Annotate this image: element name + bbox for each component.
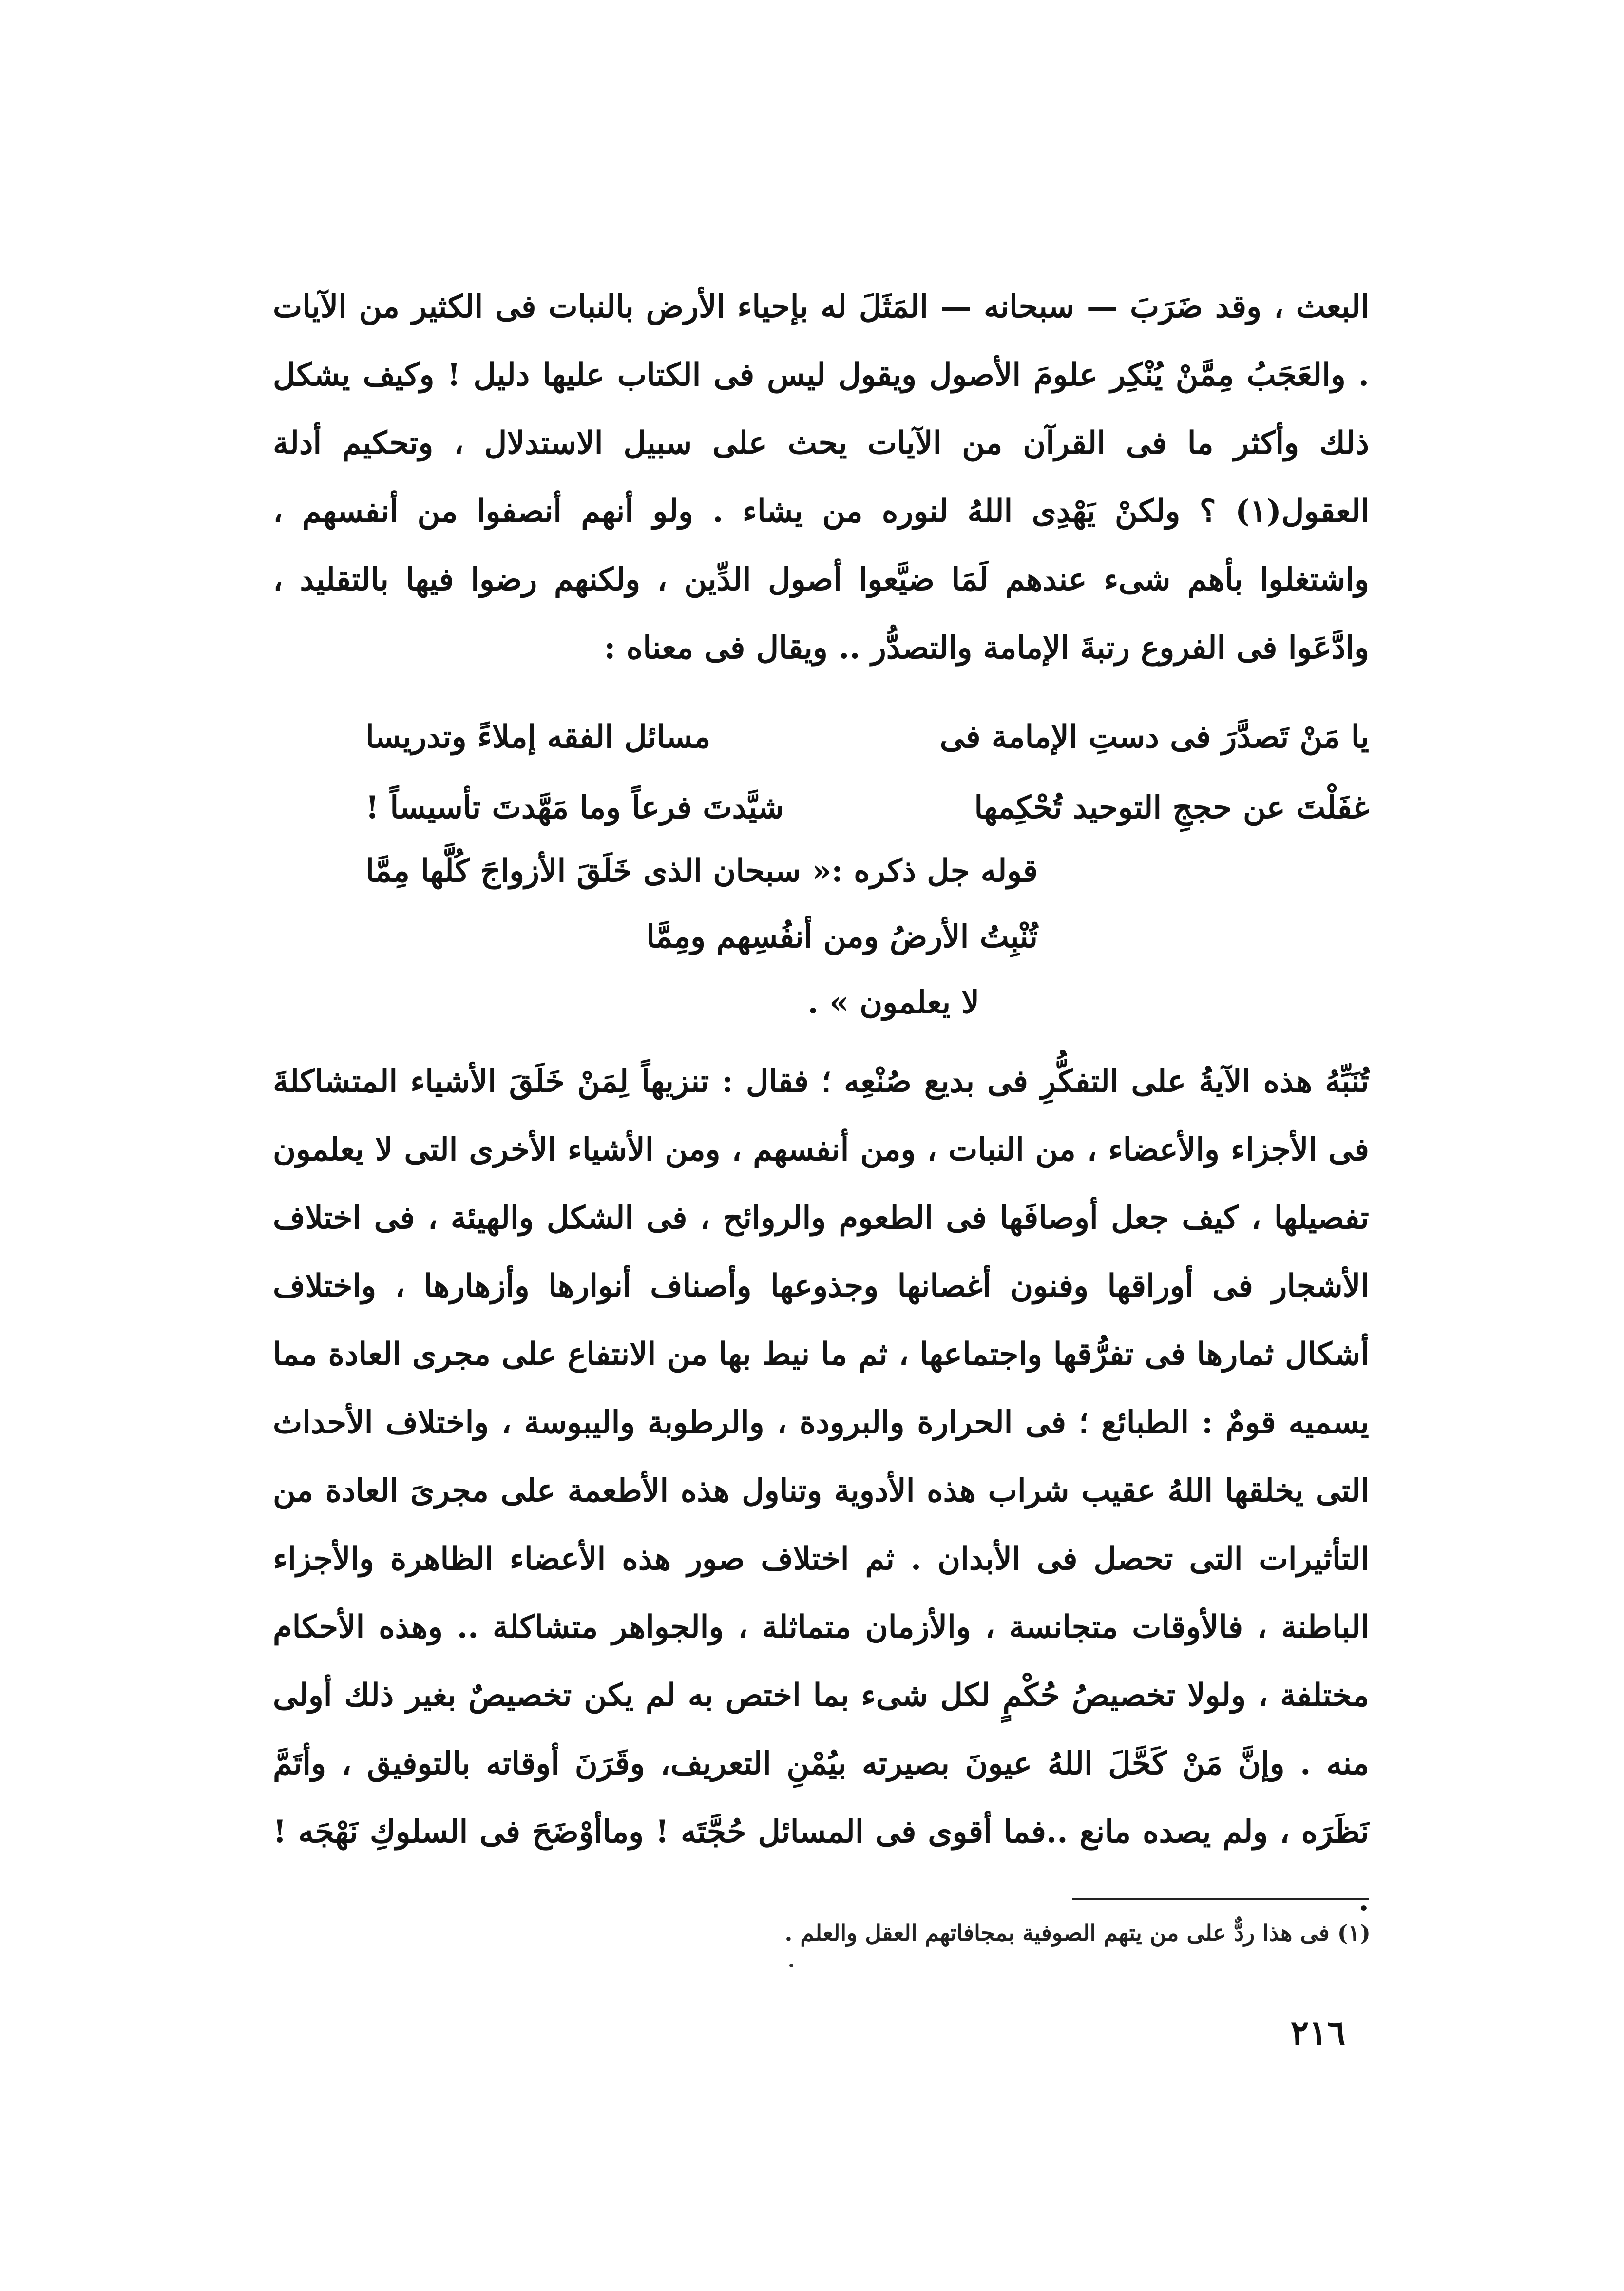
quranic-verse-heading — [365, 838, 1038, 1035]
ink-speck — [789, 1964, 793, 1967]
footnote-separator — [1072, 1898, 1369, 1900]
footnote: (١) فى هذا ردٌّ على من يتهم الصوفية بمجافاتهم العقل والعلم . — [784, 1920, 1371, 1946]
verse-line-1-first-hemistich: يا مَنْ تَصدَّرَ فى دستِ الإمامة فى — [939, 719, 1369, 755]
paragraph-2: تُنَبِّهُ هذه الآيةُ على التفكُّرِ فى بديع صُنْعِه ؛ فقال : تنزيهاً لِمَنْ خَلَقَ الأشياء المتشاكلةَ فى الأجزاء والأعضاء ، من النبات ، ومن أنفسهم ، ومن الأشياء الأخرى التى لا يعلمون تفصيلها ، كيف جعل أوصافَها فى الطعوم والروائح ، فى الشكل والهيئة ، فى اختلاف الأشجار فى أوراقها وفنون أغصانها وجذوعها وأصناف أنوارها وأزهارها ، واختلاف أشكال ثمارها فى تفرُّقها واجتماعها ، ثم ما نيط بها من الانتفاع على مجرى العادة مما يسميه قومٌ : الطبائع ؛ فى الحرارة والبرودة ، والرطوبة واليبوسة ، واختلاف الأحداث التى يخلقها اللهُ عقيب شراب هذه الأدوية وتناول هذه الأطعمة على مجرىَ العادة من التأثيرات التى تحصل فى الأبدان . ثم اختلاف صور هذه الأعضاء الظاهرة والأجزاء الباطنة ، فالأوقات متجانسة ، والأزمان متماثلة ، والجواهر متشاكلة .. وهذه الأحكام مختلفة ، ولولا تخصيصُ حُكْمٍ لكل شىء بما اختص به لم يكن تخصيصٌ بغير ذلك أولى منه . وإنَّ مَنْ كَحَّلَ اللهُ عيونَ بصيرته بيُمْنِ التعريف، وقَرَنَ أوقاته بالتوفيق ، وأتَمَّ نَظَرَه ، ولم يصده مانع ..فما أقوى فى المسائل حُجَّتَه ! وماأوْضَحَ فى السلوكِ نَهْجَه ! . — [273, 1063, 1369, 1918]
verse-line-2-second-hemistich: شيَّدتَ فرعاً وما مَهَّدتَ تأسيساً ! — [365, 789, 784, 826]
quote-line-1: قوله جل ذكره :« سبحان الذى خَلَقَ الأزواجَ كُلَّها مِمَّا — [365, 853, 1038, 889]
verse — [273, 702, 1369, 848]
verse-line-1-second-hemistich: مسائل الفقه إملاءً وتدريسا — [365, 719, 711, 755]
quote-line-3: لا يعلمون » . — [807, 984, 979, 1021]
quote-line-2: تُنْبِتُ الأرضُ ومن أنفُسِهم ومِمَّا — [646, 918, 1038, 955]
page-number: ٢١٦ — [1290, 2012, 1346, 2053]
paragraph-1: البعث ، وقد ضَرَبَ — سبحانه — المَثَلَ له بإحياء الأرض بالنبات فى الكثير من الآيات . والعَجَبُ مِمَّنْ يُنْكِر علومَ الأصول ويقول ليس فى الكتاب عليها دليل ! وكيف يشكل ذلك وأكثر ما فى القرآن من الآيات يحث على سبيل الاستدلال ، وتحكيم أدلة العقول(١) ؟ ولكنْ يَهْدِى اللهُ لنوره من يشاء . ولو أنهم أنصفوا من أنفسهم ، واشتغلوا بأهم شىء عندهم لَمَا ضيَّعوا أصول الدِّين ، ولكنهم رضوا فيها بالتقليد ، وادَّعَوا فى الفروع رتبةَ الإمامة والتصدُّر .. ويقال فى معناه : — [273, 288, 1370, 666]
verse-line-2-first-hemistich: غفَلْتَ عن حججِ التوحيد تُحْكِمها — [974, 789, 1369, 826]
